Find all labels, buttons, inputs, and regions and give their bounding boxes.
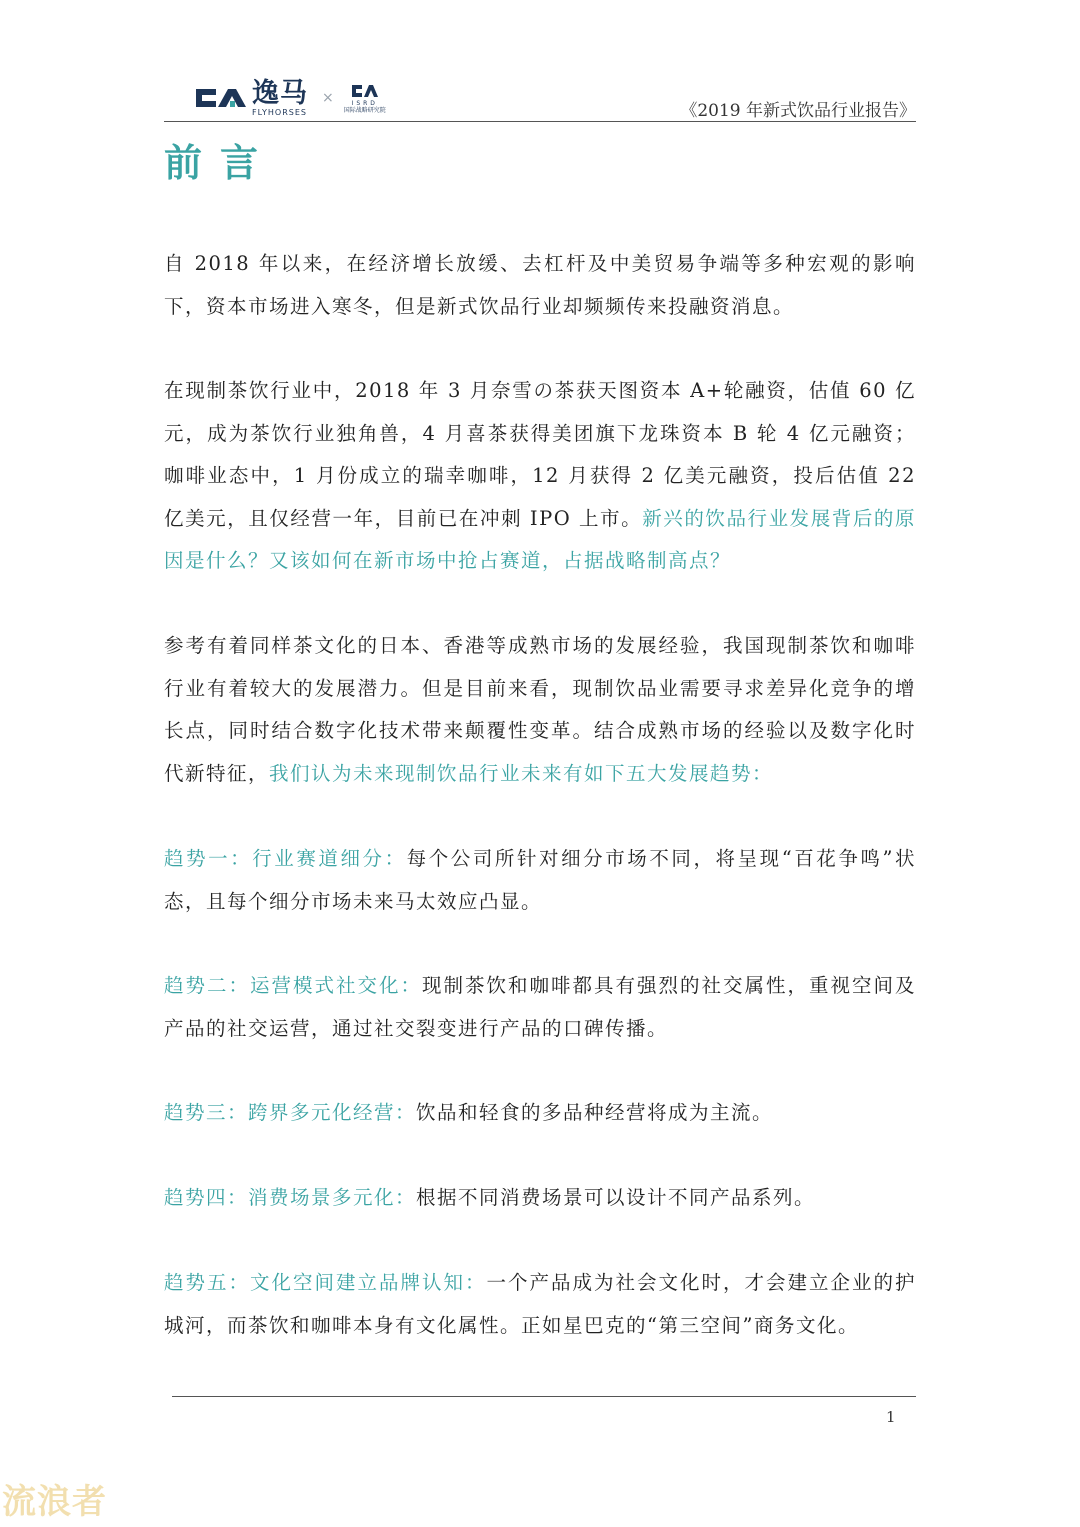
trend-text: 根据不同消费场景可以设计不同产品系列。 xyxy=(416,1186,816,1209)
trend-item xyxy=(164,1092,916,1135)
paragraph-outlook xyxy=(164,625,916,795)
trend-item xyxy=(164,838,916,923)
paragraph-outlook-highlight: 我们认为未来现制饮品行业未来有如下五大发展趋势： xyxy=(269,761,774,785)
logo-separator: × xyxy=(322,90,334,106)
trend-item xyxy=(164,965,916,1050)
page-number: 1 xyxy=(886,1408,896,1426)
trend-label: 趋势二：运营模式社交化： xyxy=(164,974,422,997)
yima-logo-mark-icon xyxy=(192,83,248,113)
yima-logo-cn: 逸马 xyxy=(252,77,308,109)
page-title: 前言 xyxy=(164,141,277,185)
trend-label: 趋势五：文化空间建立品牌认知： xyxy=(164,1271,487,1294)
header-logos xyxy=(192,78,386,118)
watermark: 流浪者 xyxy=(2,1482,107,1522)
paragraph-outlook-text: 参考有着同样茶文化的日本、香港等成熟市场的发展经验，我国现制茶饮和咖啡行业有着较大的发展潜力。但是目前来看，现制饮品业需要寻求差异化竞争的增长点，同时结合数字化技术带来颠覆性变革。结合成熟市场的经验以及数字化时代新特征， xyxy=(164,634,916,785)
trend-label: 趋势四：消费场景多元化： xyxy=(164,1186,417,1209)
footer-divider xyxy=(172,1396,916,1397)
isrd-logo-mark-icon xyxy=(350,82,380,100)
trend-label: 趋势一：行业赛道细分： xyxy=(164,847,407,870)
paragraph-funding-highlight: 新兴的饮品行业发展背后的原因是什么？又该如何在新市场中抢占赛道，占据战略制高点？ xyxy=(164,506,916,572)
trend-text: 每个公司所针对细分市场不同，将呈现“百花争鸣”状态，且每个细分市场未来马太效应凸显。 xyxy=(164,847,916,913)
trend-text: 饮品和轻食的多品种经营将成为主流。 xyxy=(416,1101,774,1124)
isrd-logo-name: 国际战略研究院 xyxy=(343,107,386,114)
yima-logo-en: FLYHORSES xyxy=(252,107,307,117)
paragraph-funding-text: 在现制茶饮行业中，2018 年 3 月奈雪の茶获天图资本 A+轮融资，估值 60 亿元，成为茶饮行业独角兽，4 月喜茶获得美团旗下龙珠资本 B 轮 4 亿元融资；咖啡业态中，1 月份成立的瑞幸咖啡，12 月获得 2 亿美元融资，投后估值 22 亿美元，且仅经营一年，目前已在冲刺 IPO 上市。 xyxy=(164,379,916,530)
trend-item xyxy=(164,1177,916,1220)
report-title: 《2019 年新式饮品行业报告》 xyxy=(680,101,916,121)
trend-label: 趋势三：跨界多元化经营： xyxy=(164,1101,417,1124)
paragraph-intro: 自 2018 年以来，在经济增长放缓、去杠杆及中美贸易争端等多种宏观的影响下，资本市场进入寒冬，但是新式饮品行业却频频传来投融资消息。 xyxy=(164,252,916,318)
trend-text: 现制茶饮和咖啡都具有强烈的社交属性，重视空间及产品的社交运营，通过社交裂变进行产品的口碑传播。 xyxy=(164,974,916,1040)
trend-item xyxy=(164,1262,916,1347)
header-divider xyxy=(164,121,916,122)
isrd-logo-abbr: ISRD xyxy=(351,100,378,107)
yima-logo xyxy=(192,77,308,117)
trend-text: 一个产品成为社会文化时，才会建立企业的护城河，而茶饮和咖啡本身有文化属性。正如星巴克的“第三空间”商务文化。 xyxy=(164,1271,916,1337)
paragraph-funding xyxy=(164,370,916,583)
isrd-logo xyxy=(344,82,386,114)
